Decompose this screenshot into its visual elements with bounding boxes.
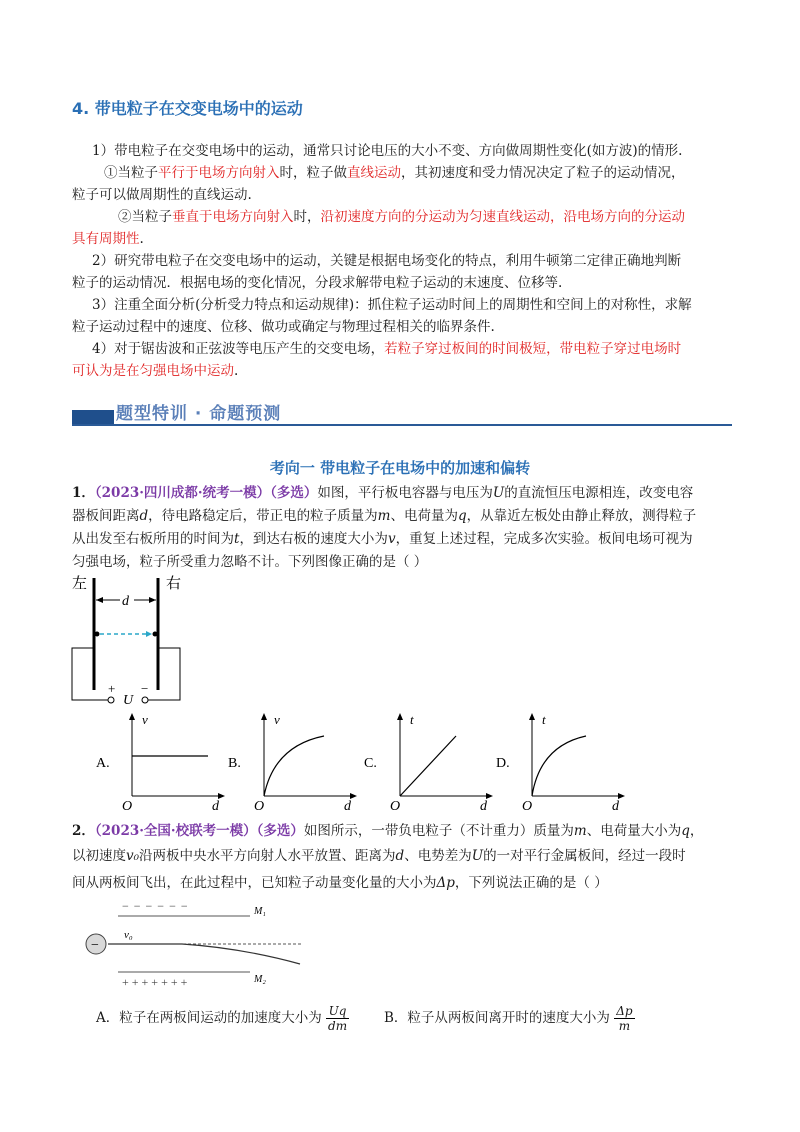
q1-text: 器板间距离 [72,508,140,524]
fraction-b-num: Δp [616,1004,633,1018]
x-label: d [480,799,487,810]
wire-right [148,648,180,700]
paragraph-2a: 2）研究带电粒子在交变电场中的运动，关键是根据电场变化的特点，利用牛顿第二定律正确地判断 [92,253,682,269]
p1a-post: ，其初速度和受力情况决定了粒子的运动情况， [401,165,685,181]
q1-line-4: 匀强电场，粒子所受重力忽略不计。下列图像正确的是（ ） [72,554,428,570]
deflection-figure [82,898,312,994]
option-label: A. [96,756,110,771]
particle-sign: − [91,938,99,953]
x-axis-arrow [218,793,225,799]
q1-option-a[interactable] [96,710,226,814]
q1-var-d: d [139,508,149,524]
p1b-mid: 时， [293,209,321,225]
option-label: D. [496,756,510,771]
y-label: t [542,712,546,727]
origin-label: O [390,799,401,810]
p4-red: 若粒子穿过板间的时间极短，带电粒子穿过电场时 [384,341,682,357]
p1a-red2: 直线运动 [347,165,401,181]
q1-option-b[interactable] [228,710,358,814]
top-plate-charges: − − − − − − [122,899,189,913]
p4b-tail: . [234,363,239,379]
fraction-a [326,1004,349,1033]
label-M2: M₂ [254,974,266,985]
q1-text: ，到达右板的速度大小为 [239,531,388,547]
y-label: v [274,712,280,727]
q2-number: 2． [72,823,95,839]
label-plus: + [108,681,116,696]
q1-text: 从出发至右板所用的时间为 [72,531,234,547]
paragraph-1a [104,162,685,184]
label-left: 左 [72,576,88,592]
q2-var-d: d [395,848,405,864]
particle-start [95,632,100,637]
q2-line-3 [72,872,608,894]
p1a-pre: ①当粒子 [104,165,158,181]
y-label: v [142,712,148,727]
paragraph-4-cont [72,360,238,382]
x-label: d [212,799,219,810]
label-minus: − [141,681,149,696]
q2-text: 的一对平行金属板间，经过一段时 [483,848,686,864]
label-U: U [123,693,134,708]
q1-text: 、电荷量为 [390,508,458,524]
y-axis-arrow [261,713,267,720]
paragraph-2b: 粒子的运动情况．根据电场的变化情况，分段求解带电粒子运动的末速度、位移等. [72,275,563,291]
paragraph-4 [92,338,681,360]
q1-text: 的直流恒压电源相连，改变电容 [504,485,694,501]
option-b-text: B．粒子从两板间离开时的速度大小为 [384,1010,610,1026]
q2-var-q: q [681,823,690,839]
option-label: B. [228,756,241,771]
fraction-b-den: m [618,1019,631,1033]
curve [400,736,456,796]
q1-var-q: q [457,508,467,524]
q1-tag: （2023·四川成都·统考一模）（多选） [94,485,318,501]
q1-option-d[interactable] [496,710,626,814]
y-axis-arrow [529,713,535,720]
q1-text: ，从靠近左板处由静止释放，测得粒子 [466,508,697,524]
q2-option-b[interactable] [384,1002,635,1034]
q1-var-v: v [387,531,396,547]
label-M1: M₁ [254,906,266,917]
option-label: C. [364,756,377,771]
section-banner [72,400,732,426]
particle-end [153,632,158,637]
p1b-red1: 垂直于电场方向射入 [172,209,294,225]
curve [264,736,324,796]
x-axis-arrow [350,793,357,799]
q1-line-2 [72,505,696,527]
option-a-text: A．粒子在两板间运动的加速度大小为 [96,1010,322,1026]
origin-label: O [254,799,265,810]
banner-title: 题型特训 · 命题预测 [116,404,282,424]
q1-var-m: m [377,508,391,524]
banner-bar [72,410,114,424]
p1a-mid: 时，粒子做 [279,165,347,181]
p1b2-red: 具有周期性 [72,231,140,247]
q2-text: 如图所示，一带负电粒子（不计重力）质量为 [303,823,574,839]
center-title: 考向一 带电粒子在电场中的加速和偏转 [269,459,531,477]
y-label: t [410,712,414,727]
fraction-a-den: dm [328,1019,348,1033]
q1-option-c[interactable] [364,710,494,814]
q2-option-a[interactable] [96,1002,349,1034]
q2-text: ， [689,823,704,839]
d-arrow-left [96,597,103,603]
paragraph-3a: 3）注重全面分析(分析受力特点和运动规律)：抓住粒子运动时间上的周期性和空间上的对称性，求解 [92,297,692,313]
q2-var-U: U [471,848,484,864]
label-right: 右 [166,576,182,592]
paragraph-1b [118,206,685,228]
q1-text: ，待电路稳定后，带正电的粒子质量为 [148,508,378,524]
fraction-a-num: Uq [326,1004,349,1019]
x-label: d [612,799,619,810]
q1-var-t: t [234,531,240,547]
terminal-minus [142,697,148,703]
section-heading: 4. 带电粒子在交变电场中的运动 [72,99,303,118]
q2-text: 间从两板间飞出，在此过程中，已知粒子动量变化量的大小为 [72,875,437,891]
trajectory [108,944,300,964]
graph-d [496,710,626,810]
q2-text: 沿两板中央水平方向射人水平放置、距离为 [139,848,396,864]
q2-var-v0: v₀ [126,848,140,864]
paragraph-1b-cont [72,228,144,250]
q2-line-1 [72,820,703,842]
q1-line-1 [72,482,693,504]
q2-var-dp: Δp [436,875,455,891]
p1b-red2: 沿初速度方向的分运动为匀速直线运动，沿电场方向的分运动 [320,209,685,225]
curve [532,736,586,796]
p1b2-tail: . [139,231,144,247]
q2-var-m: m [573,823,587,839]
p4b-red: 可认为是在匀强电场中运动 [72,363,234,379]
q2-text: 、电势差为 [404,848,472,864]
x-axis-arrow [618,793,625,799]
q1-line-3 [72,528,693,550]
origin-label: O [122,799,133,810]
q1-text: 如图，平行板电容器与电压为 [317,485,493,501]
p1b-pre: ②当粒子 [118,209,172,225]
p1a-red1: 平行于电场方向射入 [158,165,280,181]
q2-line-2 [72,845,686,867]
y-axis-arrow [397,713,403,720]
fraction-b [614,1004,634,1033]
q2-text: 以初速度 [72,848,126,864]
terminal-plus [108,697,114,703]
graph-b [228,710,358,810]
x-label: d [344,799,351,810]
paragraph-3b: 粒子运动过程中的速度、位移、做功或确定与物理过程相关的临界条件. [72,319,495,335]
label-d: d [122,594,129,609]
label-v0: v₀ [124,929,133,941]
wire-left [72,648,108,700]
graph-c [364,710,494,810]
paragraph-1a-cont: 粒子可以做周期性的直线运动. [72,187,252,203]
graph-a [96,710,226,810]
q1-var-U: U [492,485,505,501]
q2-tag: （2023·全国·校联考一模）（多选） [94,823,304,839]
q2-text: 、电荷量大小为 [586,823,682,839]
q1-number: 1． [72,485,95,501]
x-axis-arrow [486,793,493,799]
capacitor-circuit-figure [70,570,210,710]
p4-pre: 4）对于锯齿波和正弦波等电压产生的交变电场， [92,341,385,357]
d-arrow-right [149,597,156,603]
paragraph-1: 1）带电粒子在交变电场中的运动，通常只讨论电压的大小不变、方向做周期性变化(如方波)的情形. [92,143,683,159]
y-axis-arrow [129,713,135,720]
origin-label: O [522,799,533,810]
q2-text: ，下列说法正确的是（ ） [454,875,608,891]
particle-arrow [146,631,152,637]
bottom-plate-charges: + + + + + + + [122,975,188,989]
q1-text: ，重复上述过程，完成多次实验。板间电场可视为 [395,531,693,547]
